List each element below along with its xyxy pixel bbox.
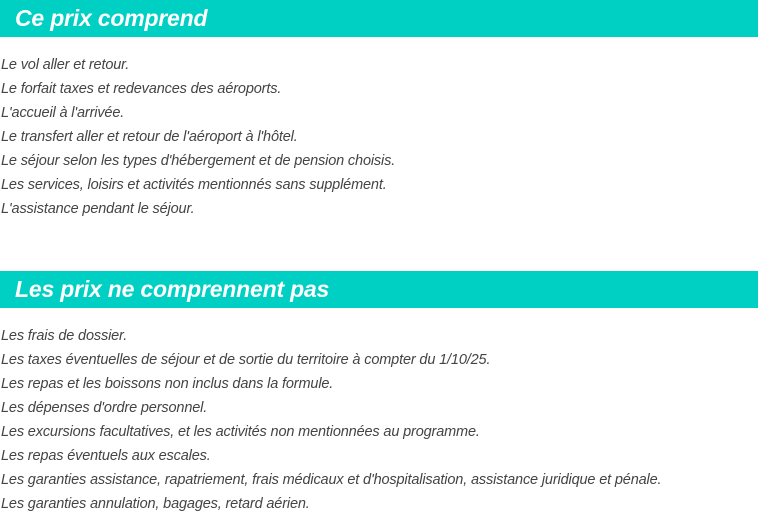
included-item: L'accueil à l'arrivée. [1, 105, 125, 121]
excluded-item: Les taxes éventuelles de séjour et de sortie du territoire à compter du 1/10/25. [1, 352, 491, 368]
included-section [0, 0, 758, 221]
excluded-item: Les repas éventuels aux escales. [1, 448, 211, 464]
excluded-item: Les excursions facultatives, et les activités non mentionnées au programme. [1, 424, 480, 440]
excluded-item: Les garanties assistance, rapatriement, frais médicaux et d'hospitalisation, assistance juridique et pénale. [1, 472, 662, 488]
included-list [0, 53, 758, 221]
included-section-title: Ce prix comprend [0, 0, 758, 37]
included-item: Les services, loisirs et activités mentionnés sans supplément. [1, 177, 387, 193]
excluded-list [0, 324, 758, 516]
excluded-item: Les frais de dossier. [1, 328, 128, 344]
excluded-item: Les garanties annulation, bagages, retard aérien. [1, 496, 310, 512]
included-item: Le transfert aller et retour de l'aéroport à l'hôtel. [1, 129, 298, 145]
excluded-section-title: Les prix ne comprennent pas [0, 271, 758, 308]
included-item: Le vol aller et retour. [1, 57, 130, 73]
excluded-item: Les dépenses d'ordre personnel. [1, 400, 208, 416]
included-item: Le séjour selon les types d'hébergement et de pension choisis. [1, 153, 396, 169]
included-item: L'assistance pendant le séjour. [1, 201, 195, 217]
excluded-section [0, 271, 758, 516]
excluded-item: Les repas et les boissons non inclus dans la formule. [1, 376, 334, 392]
included-item: Le forfait taxes et redevances des aéroports. [1, 81, 282, 97]
